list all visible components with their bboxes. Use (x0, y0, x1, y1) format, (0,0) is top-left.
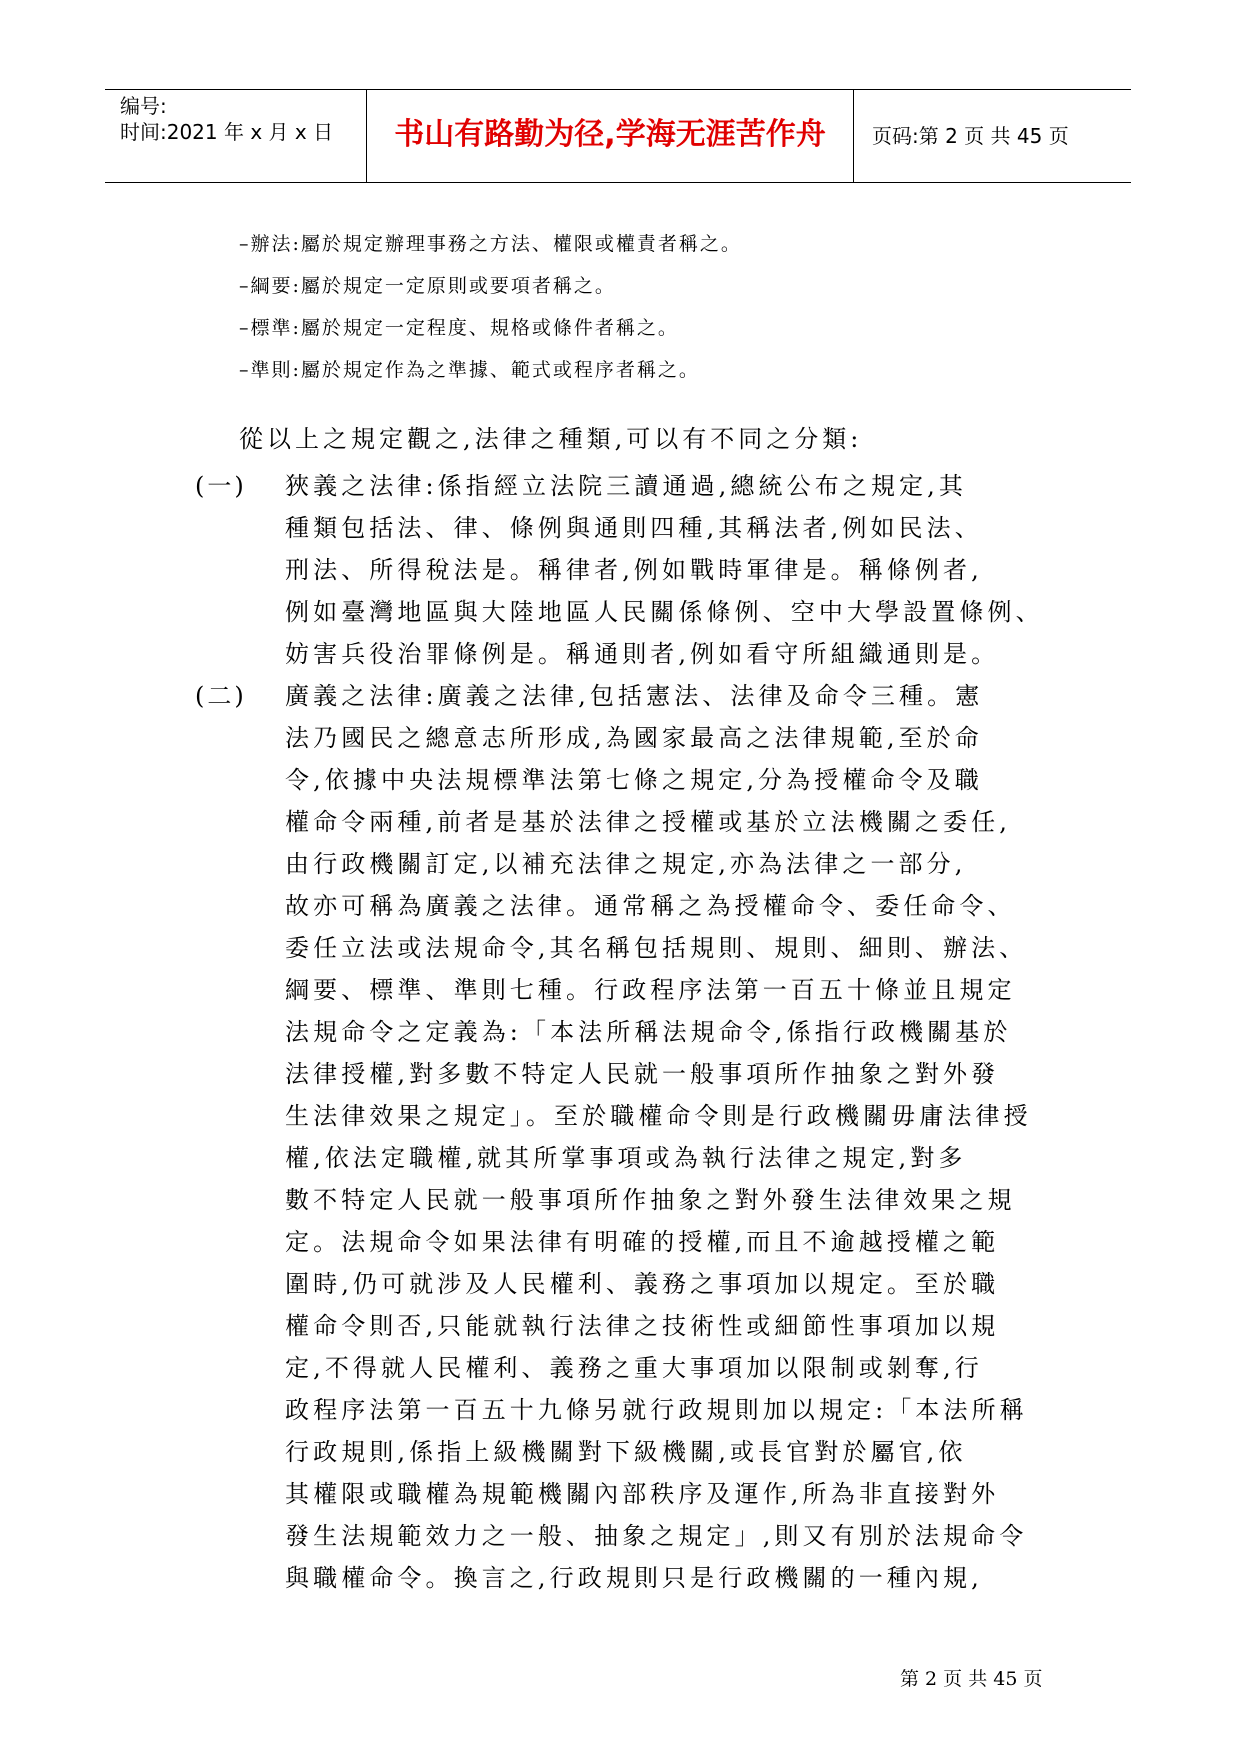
text-line: 故亦可稱為廣義之法律。通常稱之為授權命令、委任命令、 (285, 892, 1016, 920)
list-marker: (二) (195, 682, 247, 710)
text-line: 法律授權,對多數不特定人民就一般事項所作抽象之對外發 (285, 1060, 1000, 1088)
header-meta-cell (105, 90, 367, 182)
text-line: 數不特定人民就一般事項所作抽象之對外發生法律效果之規 (285, 1186, 1016, 1214)
text-line: 行政規則,係指上級機關對下級機關,或長官對於屬官,依 (285, 1438, 967, 1466)
header-motto-cell (367, 90, 854, 182)
definition-item: –綱要:屬於規定一定原則或要項者稱之。 (239, 275, 616, 297)
list-marker: (一) (195, 472, 247, 500)
text-line: 發生法規範效力之一般、抽象之規定」,則又有別於法規命令 (285, 1522, 1028, 1550)
text-line: 定。法規命令如果法律有明確的授權,而且不逾越授權之範 (285, 1228, 1000, 1256)
text-line: 法規命令之定義為:「本法所稱法規命令,係指行政機關基於 (285, 1018, 1012, 1046)
header-motto: 书山有路勤为径,学海无涯苦作舟 (394, 117, 826, 152)
text-line: 狹義之法律:係指經立法院三讀通過,總統公布之規定,其 (285, 472, 967, 500)
text-line: 定,不得就人民權利、義務之重大事項加以限制或剝奪,行 (285, 1354, 983, 1382)
text-line: 與職權命令。換言之,行政規則只是行政機關的一種內規, (285, 1564, 983, 1592)
text-line: 圍時,仍可就涉及人民權利、義務之事項加以規定。至於職 (285, 1270, 1000, 1298)
document-header (105, 89, 1131, 183)
text-line: 刑法、所得稅法是。稱律者,例如戰時軍律是。稱條例者, (285, 556, 983, 584)
text-line: 權命令則否,只能就執行法律之技術性或細節性事項加以規 (285, 1312, 1000, 1340)
text-line: 妨害兵役治罪條例是。稱通則者,例如看守所組織通則是。 (285, 640, 1000, 668)
text-line: 綱要、標準、準則七種。行政程序法第一百五十條並且規定 (285, 976, 1016, 1004)
page-code: 页码:第 2 页 共 45 页 (872, 124, 1069, 148)
text-line: 權,依法定職權,就其所掌事項或為執行法律之規定,對多 (285, 1144, 967, 1172)
header-page-cell (854, 90, 1131, 182)
text-line: 由行政機關訂定,以補充法律之規定,亦為法律之一部分, (285, 850, 967, 878)
time-label: 时间:2021 年 x 月 x 日 (120, 120, 334, 144)
text-line: 廣義之法律:廣義之法律,包括憲法、法律及命令三種。憲 (285, 682, 984, 710)
text-line: 令,依據中央法規標準法第七條之規定,分為授權命令及職 (285, 766, 983, 794)
text-line: 其權限或職權為規範機關內部秩序及運作,所為非直接對外 (285, 1480, 1000, 1508)
text-line: 法乃國民之總意志所形成,為國家最高之法律規範,至於命 (285, 724, 983, 752)
list-item-text (285, 675, 1085, 1599)
text-line: 政程序法第一百五十九條另就行政規則加以規定:「本法所稱 (285, 1396, 1028, 1424)
definition-item: –辦法:屬於規定辦理事務之方法、權限或權責者稱之。 (239, 233, 742, 255)
number-label: 编号: (120, 94, 167, 118)
definition-item: –標準:屬於規定一定程度、規格或條件者稱之。 (239, 317, 679, 339)
definition-list (239, 223, 1119, 391)
text-line: 生法律效果之規定」。至於職權命令則是行政機關毋庸法律授 (285, 1102, 1032, 1130)
text-line: 權命令兩種,前者是基於法律之授權或基於立法機關之委任, (285, 808, 1011, 836)
text-line: 委任立法或法規命令,其名稱包括規則、規則、細則、辦法、 (285, 934, 1028, 962)
page-footer: 第 2 页 共 45 页 (900, 1668, 1043, 1690)
text-line: 例如臺灣地區與大陸地區人民關係條例、空中大學設置條例、 (285, 598, 1044, 626)
list-item-text (285, 465, 1085, 675)
text-line: 種類包括法、律、條例與通則四種,其稱法者,例如民法、 (285, 514, 983, 542)
intro-paragraph: 從以上之規定觀之,法律之種類,可以有不同之分類: (239, 425, 863, 453)
definition-item: –準則:屬於規定作為之準據、範式或程序者稱之。 (239, 359, 700, 381)
